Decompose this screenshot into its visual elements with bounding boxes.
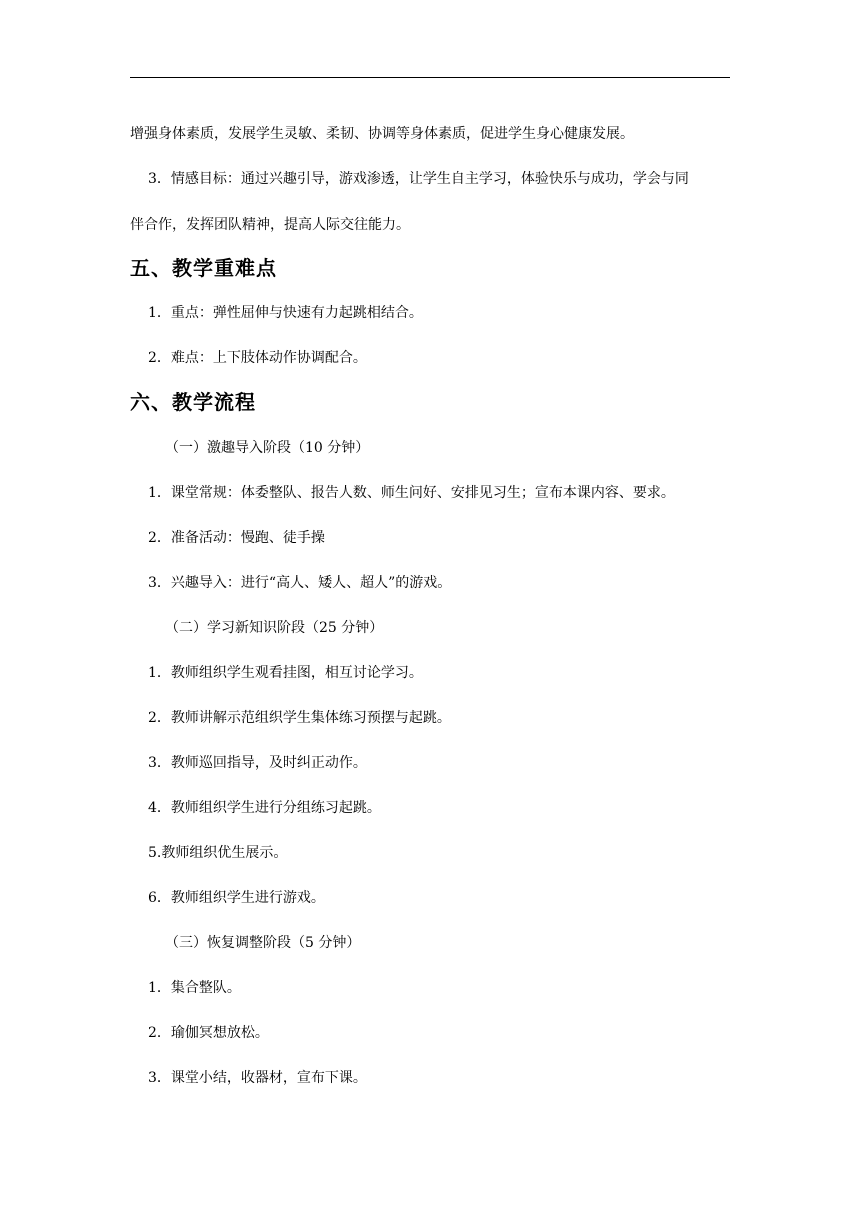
goal-3-line-2: 伴合作，发挥团队精神，提高人际交往能力。 xyxy=(130,217,410,233)
list-item: 3．教师巡回指导，及时纠正动作。 xyxy=(148,755,367,771)
stage-1-title: （一）激趣导入阶段（10 分钟） xyxy=(165,440,370,456)
list-item: 6．教师组织学生进行游戏。 xyxy=(148,890,325,906)
list-item: 2．准备活动：慢跑、徒手操 xyxy=(148,530,325,546)
stage-2-title: （二）学习新知识阶段（25 分钟） xyxy=(165,620,384,636)
list-item: 1．集合整队。 xyxy=(148,980,241,996)
goal-3-line-1: 3．情感目标：通过兴趣引导，游戏渗透，让学生自主学习，体验快乐与成功，学会与同 xyxy=(148,171,689,187)
header-rule xyxy=(130,77,730,78)
paragraph-continuation: 增强身体素质，发展学生灵敏、柔韧、协调等身体素质，促进学生身心健康发展。 xyxy=(130,126,634,142)
list-item: 1．教师组织学生观看挂图，相互讨论学习。 xyxy=(148,665,423,681)
section-5-heading: 五、教学重难点 xyxy=(130,256,277,280)
list-item: 2．瑜伽冥想放松。 xyxy=(148,1025,269,1041)
list-item: 2．教师讲解示范组织学生集体练习预摆与起跳。 xyxy=(148,710,451,726)
list-item: 4．教师组织学生进行分组练习起跳。 xyxy=(148,800,381,816)
list-item: 3．兴趣导入：进行“高人、矮人、超人”的游戏。 xyxy=(148,575,452,591)
stage-3-title: （三）恢复调整阶段（5 分钟） xyxy=(165,935,361,951)
list-item: 2．难点：上下肢体动作协调配合。 xyxy=(148,350,367,366)
section-6-heading: 六、教学流程 xyxy=(130,390,256,414)
list-item: 1．课堂常规：体委整队、报告人数、师生问好、安排见习生；宣布本课内容、要求。 xyxy=(148,485,675,501)
list-item: 1．重点：弹性屈伸与快速有力起跳相结合。 xyxy=(148,305,423,321)
list-item: 3．课堂小结，收器材，宣布下课。 xyxy=(148,1070,367,1086)
list-item: 5.教师组织优生展示。 xyxy=(148,845,288,861)
